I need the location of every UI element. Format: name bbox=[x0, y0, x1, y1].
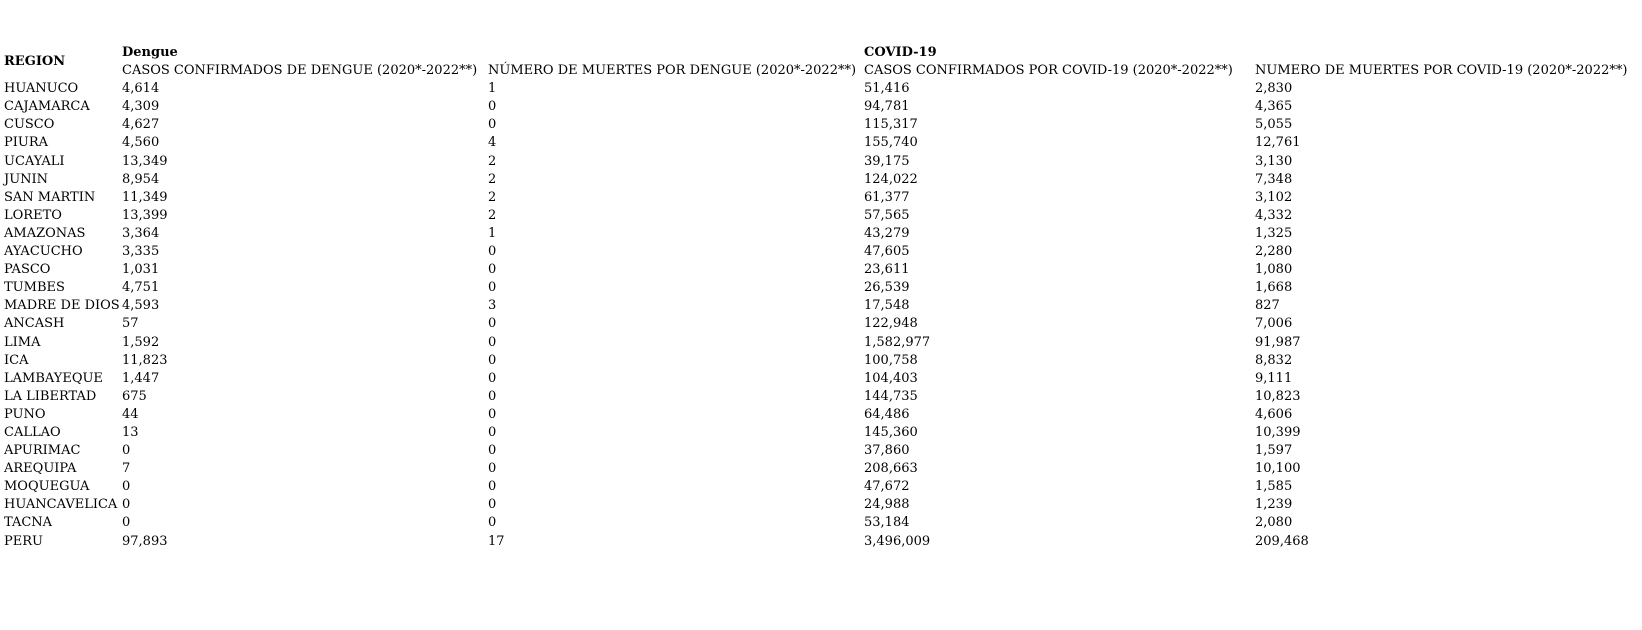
dengue-cases-cell: 3,335 bbox=[122, 244, 160, 260]
table-row bbox=[4, 460, 1640, 478]
covid-deaths-cell: 7,006 bbox=[1255, 316, 1293, 332]
region-cell: HUANUCO bbox=[4, 81, 79, 97]
table-row bbox=[4, 297, 1640, 315]
dengue-cases-cell: 0 bbox=[122, 443, 131, 459]
covid-deaths-cell: 1,080 bbox=[1255, 262, 1293, 278]
table-row bbox=[4, 80, 1640, 98]
table-row bbox=[4, 406, 1640, 424]
table-row bbox=[4, 207, 1640, 225]
column-header-row bbox=[4, 62, 1640, 80]
covid-cases-cell: 1,582,977 bbox=[864, 334, 931, 350]
covid-group-header: COVID-19 bbox=[864, 45, 937, 60]
region-cell: CAJAMARCA bbox=[4, 99, 90, 115]
covid-cases-cell: 61,377 bbox=[864, 189, 910, 205]
covid-cases-cell: 144,735 bbox=[864, 388, 918, 404]
region-cell: CUSCO bbox=[4, 117, 55, 133]
dengue-cases-cell: 4,309 bbox=[122, 99, 160, 115]
dengue-deaths-cell: 1 bbox=[488, 225, 497, 241]
region-cell: APURIMAC bbox=[4, 443, 81, 459]
covid-cases-cell: 26,539 bbox=[864, 280, 910, 296]
covid-cases-cell: 53,184 bbox=[864, 515, 910, 531]
region-cell: ICA bbox=[4, 352, 29, 368]
column-header-dengue-deaths: NÚMERO DE MUERTES POR DENGUE (2020*-2022**) bbox=[488, 63, 857, 79]
table-row bbox=[4, 243, 1640, 261]
region-cell: UCAYALI bbox=[4, 153, 65, 169]
dengue-deaths-cell: 3 bbox=[488, 298, 497, 314]
covid-cases-cell: 94,781 bbox=[864, 99, 910, 115]
dengue-cases-cell: 4,593 bbox=[122, 298, 160, 314]
dengue-cases-cell: 1,031 bbox=[122, 262, 160, 278]
dengue-deaths-cell: 0 bbox=[488, 388, 497, 404]
table-row bbox=[4, 442, 1640, 460]
region-cell: LAMBAYEQUE bbox=[4, 370, 103, 386]
column-header-covid-cases: CASOS CONFIRMADOS POR COVID-19 (2020*-2022**) bbox=[864, 63, 1233, 79]
dengue-group-header: Dengue bbox=[122, 45, 178, 60]
region-cell: LA LIBERTAD bbox=[4, 388, 97, 404]
covid-cases-cell: 47,605 bbox=[864, 244, 910, 260]
dengue-cases-cell: 3,364 bbox=[122, 225, 160, 241]
table-row bbox=[4, 116, 1640, 134]
dengue-deaths-cell: 0 bbox=[488, 99, 497, 115]
dengue-cases-cell: 4,627 bbox=[122, 117, 160, 133]
covid-deaths-cell: 1,585 bbox=[1255, 479, 1293, 495]
dengue-deaths-cell: 1 bbox=[488, 81, 497, 97]
covid-cases-cell: 51,416 bbox=[864, 81, 910, 97]
covid-cases-cell: 64,486 bbox=[864, 406, 910, 422]
region-cell: TUMBES bbox=[4, 280, 65, 296]
covid-deaths-cell: 10,823 bbox=[1255, 388, 1301, 404]
dengue-deaths-cell: 2 bbox=[488, 207, 497, 223]
covid-deaths-cell: 1,668 bbox=[1255, 280, 1293, 296]
covid-deaths-cell: 4,332 bbox=[1255, 207, 1293, 223]
dengue-cases-cell: 675 bbox=[122, 388, 147, 404]
table-row bbox=[4, 225, 1640, 243]
dengue-cases-cell: 1,447 bbox=[122, 370, 160, 386]
covid-deaths-cell: 12,761 bbox=[1255, 135, 1301, 151]
covid-cases-cell: 47,672 bbox=[864, 479, 910, 495]
covid-deaths-cell: 9,111 bbox=[1255, 370, 1293, 386]
dengue-deaths-cell: 0 bbox=[488, 262, 497, 278]
covid-cases-cell: 43,279 bbox=[864, 225, 910, 241]
dengue-cases-cell: 13,349 bbox=[122, 153, 168, 169]
dengue-deaths-cell: 0 bbox=[488, 406, 497, 422]
covid-cases-cell: 100,758 bbox=[864, 352, 918, 368]
covid-deaths-cell: 4,606 bbox=[1255, 406, 1293, 422]
column-header-covid-deaths: NUMERO DE MUERTES POR COVID-19 (2020*-2022**) bbox=[1255, 63, 1628, 79]
dengue-cases-cell: 4,614 bbox=[122, 81, 160, 97]
covid-deaths-cell: 209,468 bbox=[1255, 533, 1309, 549]
table-row bbox=[4, 424, 1640, 442]
table-row bbox=[4, 514, 1640, 532]
region-cell: PUNO bbox=[4, 406, 46, 422]
table-row bbox=[4, 279, 1640, 297]
dengue-deaths-cell: 0 bbox=[488, 479, 497, 495]
dengue-deaths-cell: 0 bbox=[488, 244, 497, 260]
dengue-deaths-cell: 2 bbox=[488, 171, 497, 187]
region-cell: PIURA bbox=[4, 135, 49, 151]
dengue-deaths-cell: 0 bbox=[488, 424, 497, 440]
covid-deaths-cell: 2,830 bbox=[1255, 81, 1293, 97]
covid-cases-cell: 57,565 bbox=[864, 207, 910, 223]
dengue-cases-cell: 0 bbox=[122, 497, 131, 513]
covid-cases-cell: 208,663 bbox=[864, 461, 918, 477]
dengue-deaths-cell: 4 bbox=[488, 135, 497, 151]
covid-deaths-cell: 1,597 bbox=[1255, 443, 1293, 459]
dengue-cases-cell: 57 bbox=[122, 316, 139, 332]
dengue-deaths-cell: 0 bbox=[488, 117, 497, 133]
covid-deaths-cell: 8,832 bbox=[1255, 352, 1293, 368]
total-row bbox=[4, 533, 1640, 551]
dengue-deaths-cell: 0 bbox=[488, 497, 497, 513]
covid-deaths-cell: 10,399 bbox=[1255, 424, 1301, 440]
dengue-cases-cell: 13 bbox=[122, 424, 139, 440]
table-row bbox=[4, 153, 1640, 171]
group-header-row bbox=[4, 44, 1640, 62]
dengue-cases-cell: 13,399 bbox=[122, 207, 168, 223]
table-row bbox=[4, 478, 1640, 496]
region-cell: AREQUIPA bbox=[4, 461, 77, 477]
table-row bbox=[4, 98, 1640, 116]
covid-cases-cell: 3,496,009 bbox=[864, 533, 931, 549]
covid-cases-cell: 37,860 bbox=[864, 443, 910, 459]
region-cell: ANCASH bbox=[4, 316, 65, 332]
table-row bbox=[4, 370, 1640, 388]
dengue-deaths-cell: 2 bbox=[488, 153, 497, 169]
covid-deaths-cell: 1,325 bbox=[1255, 225, 1293, 241]
covid-deaths-cell: 3,130 bbox=[1255, 153, 1293, 169]
dengue-deaths-cell: 0 bbox=[488, 352, 497, 368]
covid-cases-cell: 17,548 bbox=[864, 298, 910, 314]
covid-deaths-cell: 10,100 bbox=[1255, 461, 1301, 477]
region-cell: CALLAO bbox=[4, 424, 61, 440]
covid-cases-cell: 145,360 bbox=[864, 424, 918, 440]
column-header-dengue-cases: CASOS CONFIRMADOS DE DENGUE (2020*-2022**) bbox=[122, 63, 478, 79]
dengue-deaths-cell: 0 bbox=[488, 334, 497, 350]
table-row bbox=[4, 189, 1640, 207]
dengue-deaths-cell: 0 bbox=[488, 280, 497, 296]
region-cell: LIMA bbox=[4, 334, 41, 350]
dengue-cases-cell: 97,893 bbox=[122, 533, 168, 549]
table-row bbox=[4, 496, 1640, 514]
region-cell: PASCO bbox=[4, 262, 51, 278]
table-row bbox=[4, 134, 1640, 152]
covid-deaths-cell: 7,348 bbox=[1255, 171, 1293, 187]
covid-cases-cell: 155,740 bbox=[864, 135, 918, 151]
covid-cases-cell: 122,948 bbox=[864, 316, 918, 332]
region-cell: MADRE DE DIOS bbox=[4, 298, 120, 314]
covid-deaths-cell: 91,987 bbox=[1255, 334, 1301, 350]
region-cell: HUANCAVELICA bbox=[4, 497, 118, 513]
table-row bbox=[4, 388, 1640, 406]
region-header: REGION bbox=[4, 54, 66, 70]
dengue-cases-cell: 8,954 bbox=[122, 171, 160, 187]
region-cell: SAN MARTIN bbox=[4, 189, 96, 205]
region-cell: LORETO bbox=[4, 207, 62, 223]
data-table bbox=[4, 44, 1640, 551]
dengue-cases-cell: 0 bbox=[122, 479, 131, 495]
dengue-deaths-cell: 0 bbox=[488, 461, 497, 477]
table-row bbox=[4, 171, 1640, 189]
covid-deaths-cell: 3,102 bbox=[1255, 189, 1293, 205]
covid-deaths-cell: 5,055 bbox=[1255, 117, 1293, 133]
dengue-deaths-cell: 0 bbox=[488, 515, 497, 531]
dengue-deaths-cell: 0 bbox=[488, 443, 497, 459]
dengue-cases-cell: 7 bbox=[122, 461, 131, 477]
dengue-cases-cell: 44 bbox=[122, 406, 139, 422]
region-cell: AYACUCHO bbox=[4, 244, 83, 260]
dengue-deaths-cell: 17 bbox=[488, 533, 505, 549]
dengue-cases-cell: 0 bbox=[122, 515, 131, 531]
covid-deaths-cell: 2,280 bbox=[1255, 244, 1293, 260]
dengue-cases-cell: 11,349 bbox=[122, 189, 168, 205]
region-cell: AMAZONAS bbox=[4, 225, 86, 241]
region-cell: MOQUEGUA bbox=[4, 479, 90, 495]
covid-cases-cell: 115,317 bbox=[864, 117, 918, 133]
region-cell: JUNIN bbox=[4, 171, 49, 187]
region-cell: PERU bbox=[4, 533, 43, 549]
covid-cases-cell: 124,022 bbox=[864, 171, 918, 187]
table-row bbox=[4, 334, 1640, 352]
table-row bbox=[4, 352, 1640, 370]
dengue-deaths-cell: 0 bbox=[488, 370, 497, 386]
dengue-cases-cell: 11,823 bbox=[122, 352, 168, 368]
dengue-cases-cell: 1,592 bbox=[122, 334, 160, 350]
table-body bbox=[4, 80, 1640, 550]
dengue-cases-cell: 4,751 bbox=[122, 280, 160, 296]
covid-deaths-cell: 1,239 bbox=[1255, 497, 1293, 513]
table-row bbox=[4, 261, 1640, 279]
covid-deaths-cell: 4,365 bbox=[1255, 99, 1293, 115]
covid-cases-cell: 104,403 bbox=[864, 370, 918, 386]
dengue-deaths-cell: 2 bbox=[488, 189, 497, 205]
dengue-cases-cell: 4,560 bbox=[122, 135, 160, 151]
table-row bbox=[4, 315, 1640, 333]
dengue-deaths-cell: 0 bbox=[488, 316, 497, 332]
region-cell: TACNA bbox=[4, 515, 53, 531]
covid-deaths-cell: 827 bbox=[1255, 298, 1280, 314]
covid-cases-cell: 24,988 bbox=[864, 497, 910, 513]
covid-deaths-cell: 2,080 bbox=[1255, 515, 1293, 531]
covid-cases-cell: 23,611 bbox=[864, 262, 910, 278]
covid-cases-cell: 39,175 bbox=[864, 153, 910, 169]
